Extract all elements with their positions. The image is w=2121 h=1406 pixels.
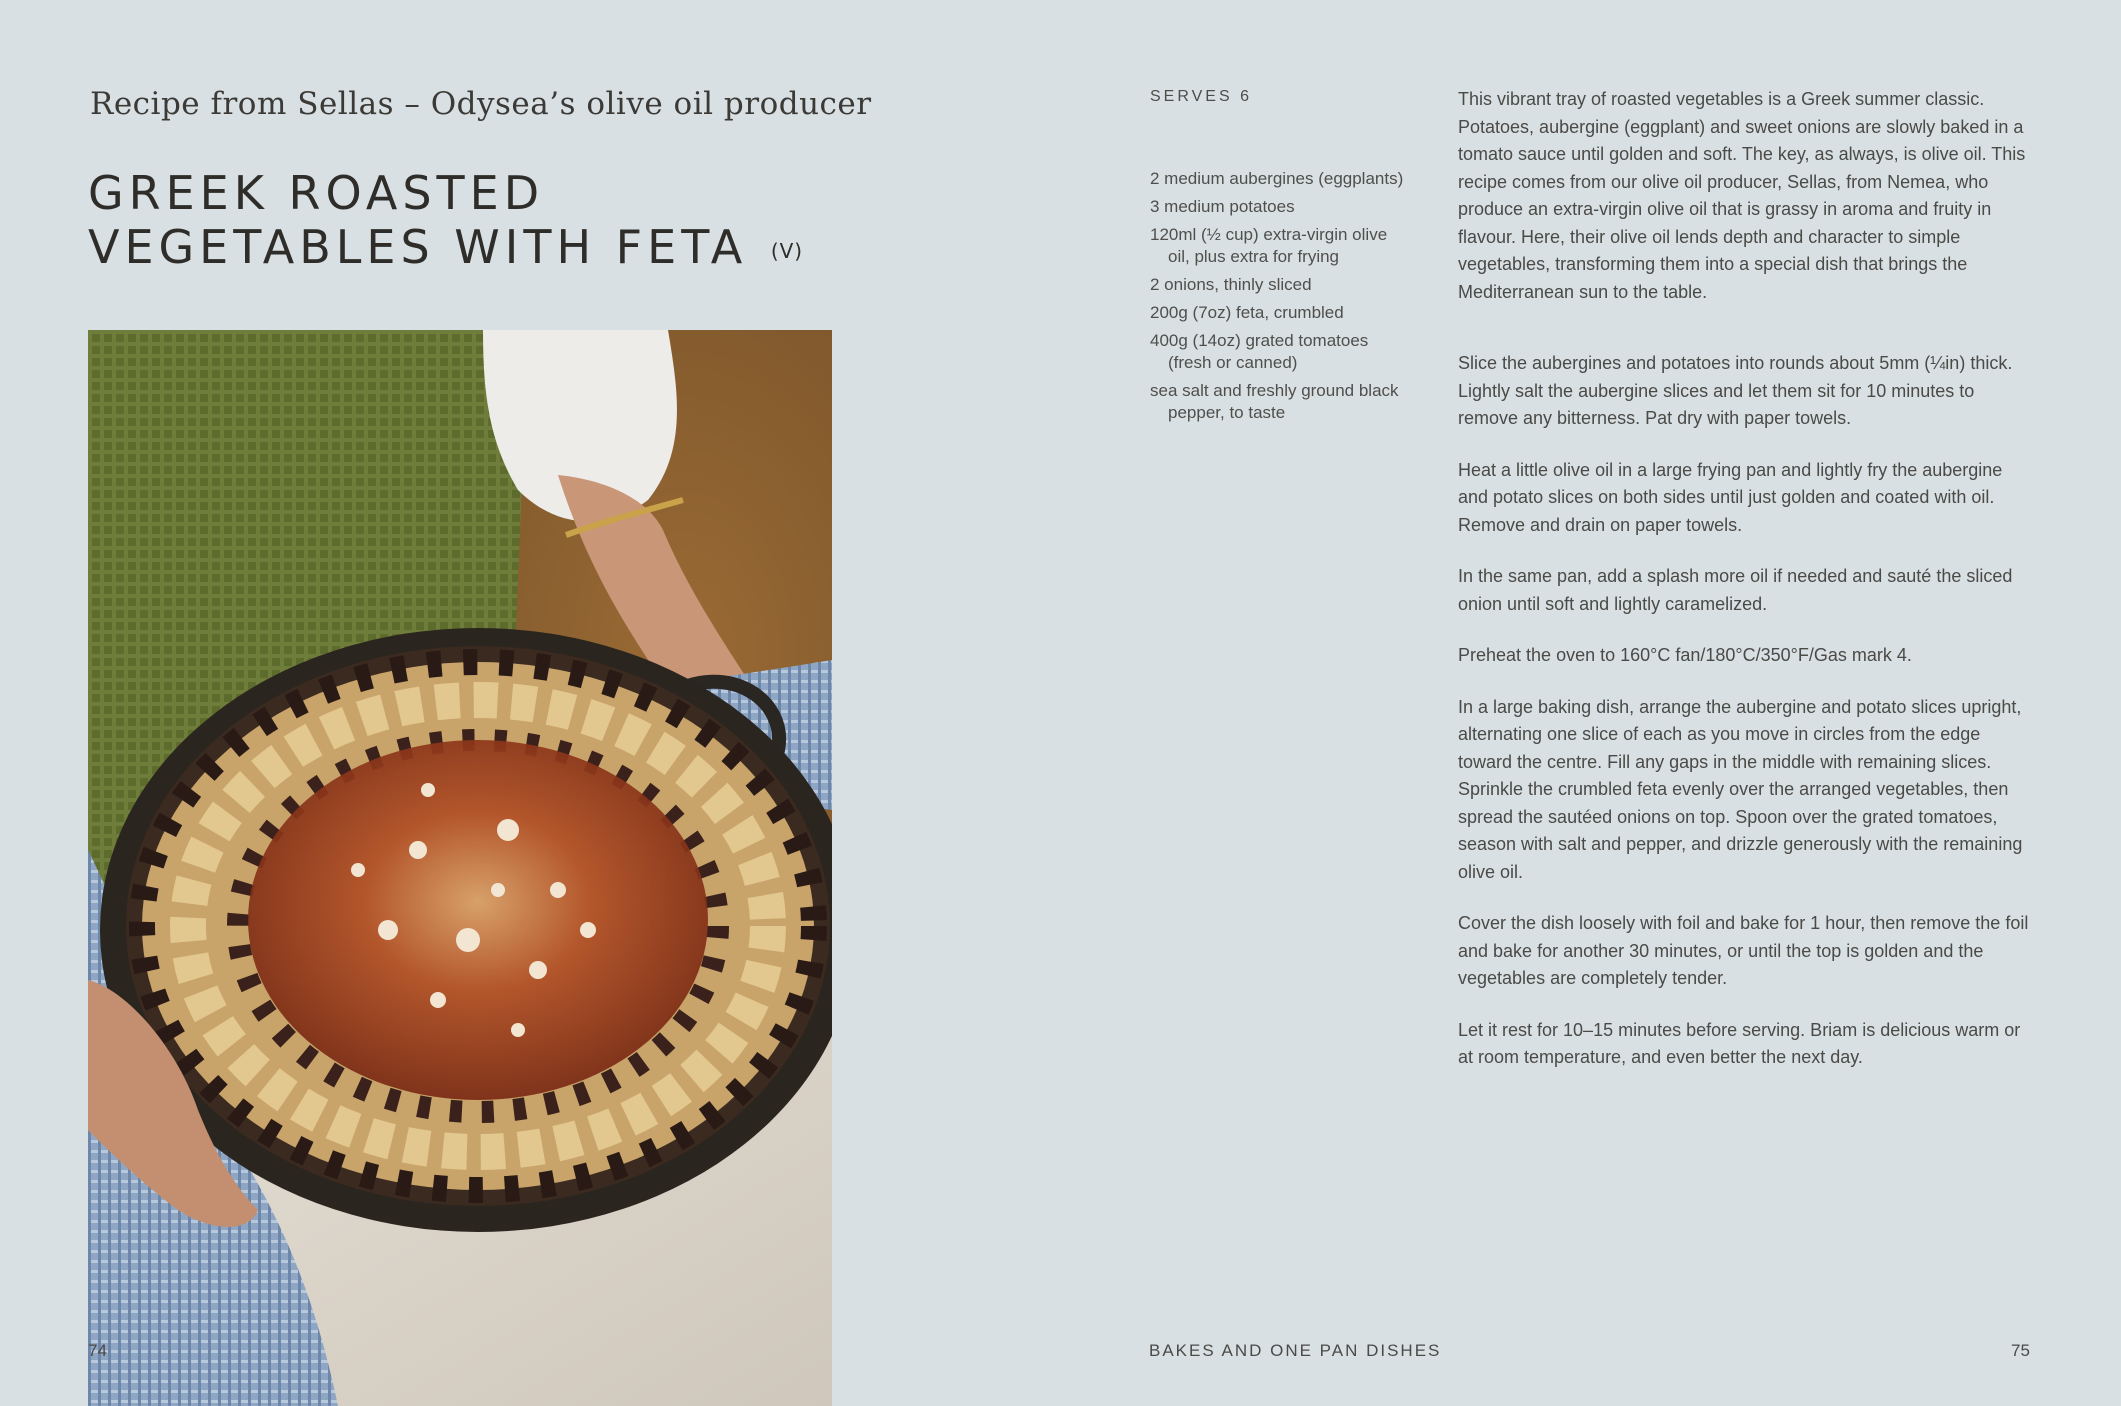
method-step: Heat a little olive oil in a large frying pan and lightly fry the aubergine and potato slices on both sides until just golden and coated with oil. Remove and drain on paper towels.: [1458, 459, 2003, 535]
method-step: In a large baking dish, arrange the aubergine and potato slices upright, alternating one slice of each as you move in circles from the edge toward the centre. Fill any gaps in the middle with remaining slices. Sprinkle the crumbled feta evenly over the arranged vegetables, then spread the sautéed onions on top. Spoon over the grated tomatoes, season with salt and pepper, and drizzle generously with the remaining olive oil.: [1458, 696, 2023, 882]
recipe-intro: This vibrant tray of roasted vegetables is a Greek summer classic. Potatoes, aubergine (eggplant) and sweet onions are slowly baked in a tomato sauce until golden and soft. The key, as always, is olive oil. This recipe comes from our olive oil producer, Sellas, from Nemea, who produce an extra-virgin olive oil that is grassy in aroma and fruity in flavour. Here, their olive oil lends depth and character to simple vegetables, transforming them into a special dish that brings the Mediterranean sun to the table.: [1458, 89, 2026, 302]
ingredient-item: 120ml (½ cup) extra-virgin olive oil, plus extra for frying: [1150, 225, 1388, 266]
recipe-title-line-1: GREEK ROASTED: [88, 166, 545, 220]
serves-label: SERVES 6: [1150, 88, 1252, 105]
recipe-title: [88, 166, 803, 278]
method-step: Slice the aubergines and potatoes into rounds about 5mm (¼in) thick. Lightly salt the aubergine slices and let them sit for 10 minutes to remove any bitterness. Pat dry with paper towels.: [1458, 353, 2013, 428]
ingredient-item: 2 medium aubergines (eggplants): [1150, 169, 1404, 188]
method-step: Cover the dish loosely with foil and bake for 1 hour, then remove the foil and bake for another 30 minutes, or until the top is golden and the vegetables are completely tender.: [1458, 913, 2029, 988]
method-step: Preheat the oven to 160°C fan/180°C/350°F/Gas mark 4.: [1458, 645, 1912, 665]
ingredients-list: [1150, 168, 1410, 430]
ingredient-item: sea salt and freshly ground black pepper, to taste: [1150, 381, 1399, 422]
roasted-vegetables-photo: [88, 330, 832, 1406]
recipe-title-line-2: VEGETABLES WITH FETA: [88, 220, 748, 274]
page-number-left: 74: [88, 1341, 107, 1360]
method-step: Let it rest for 10–15 minutes before serving. Briam is delicious warm or at room temperature, and even better the next day.: [1458, 1019, 2021, 1067]
running-head: BAKES AND ONE PAN DISHES: [1149, 1341, 1442, 1360]
method-column: [1458, 86, 2030, 1096]
page-number-right: 75: [2011, 1341, 2030, 1360]
ingredient-item: 200g (7oz) feta, crumbled: [1150, 303, 1344, 322]
recipe-photo: [88, 330, 832, 1406]
ingredient-item: 400g (14oz) grated tomatoes (fresh or canned): [1150, 331, 1369, 372]
recipe-source-subtitle: Recipe from Sellas – Odysea’s olive oil producer: [90, 86, 872, 122]
ingredient-item: 3 medium potatoes: [1150, 197, 1295, 216]
ingredient-item: 2 onions, thinly sliced: [1150, 275, 1312, 294]
method-step: In the same pan, add a splash more oil if needed and sauté the sliced onion until soft and lightly caramelized.: [1458, 566, 2013, 614]
vegetarian-badge: (V): [770, 238, 804, 263]
